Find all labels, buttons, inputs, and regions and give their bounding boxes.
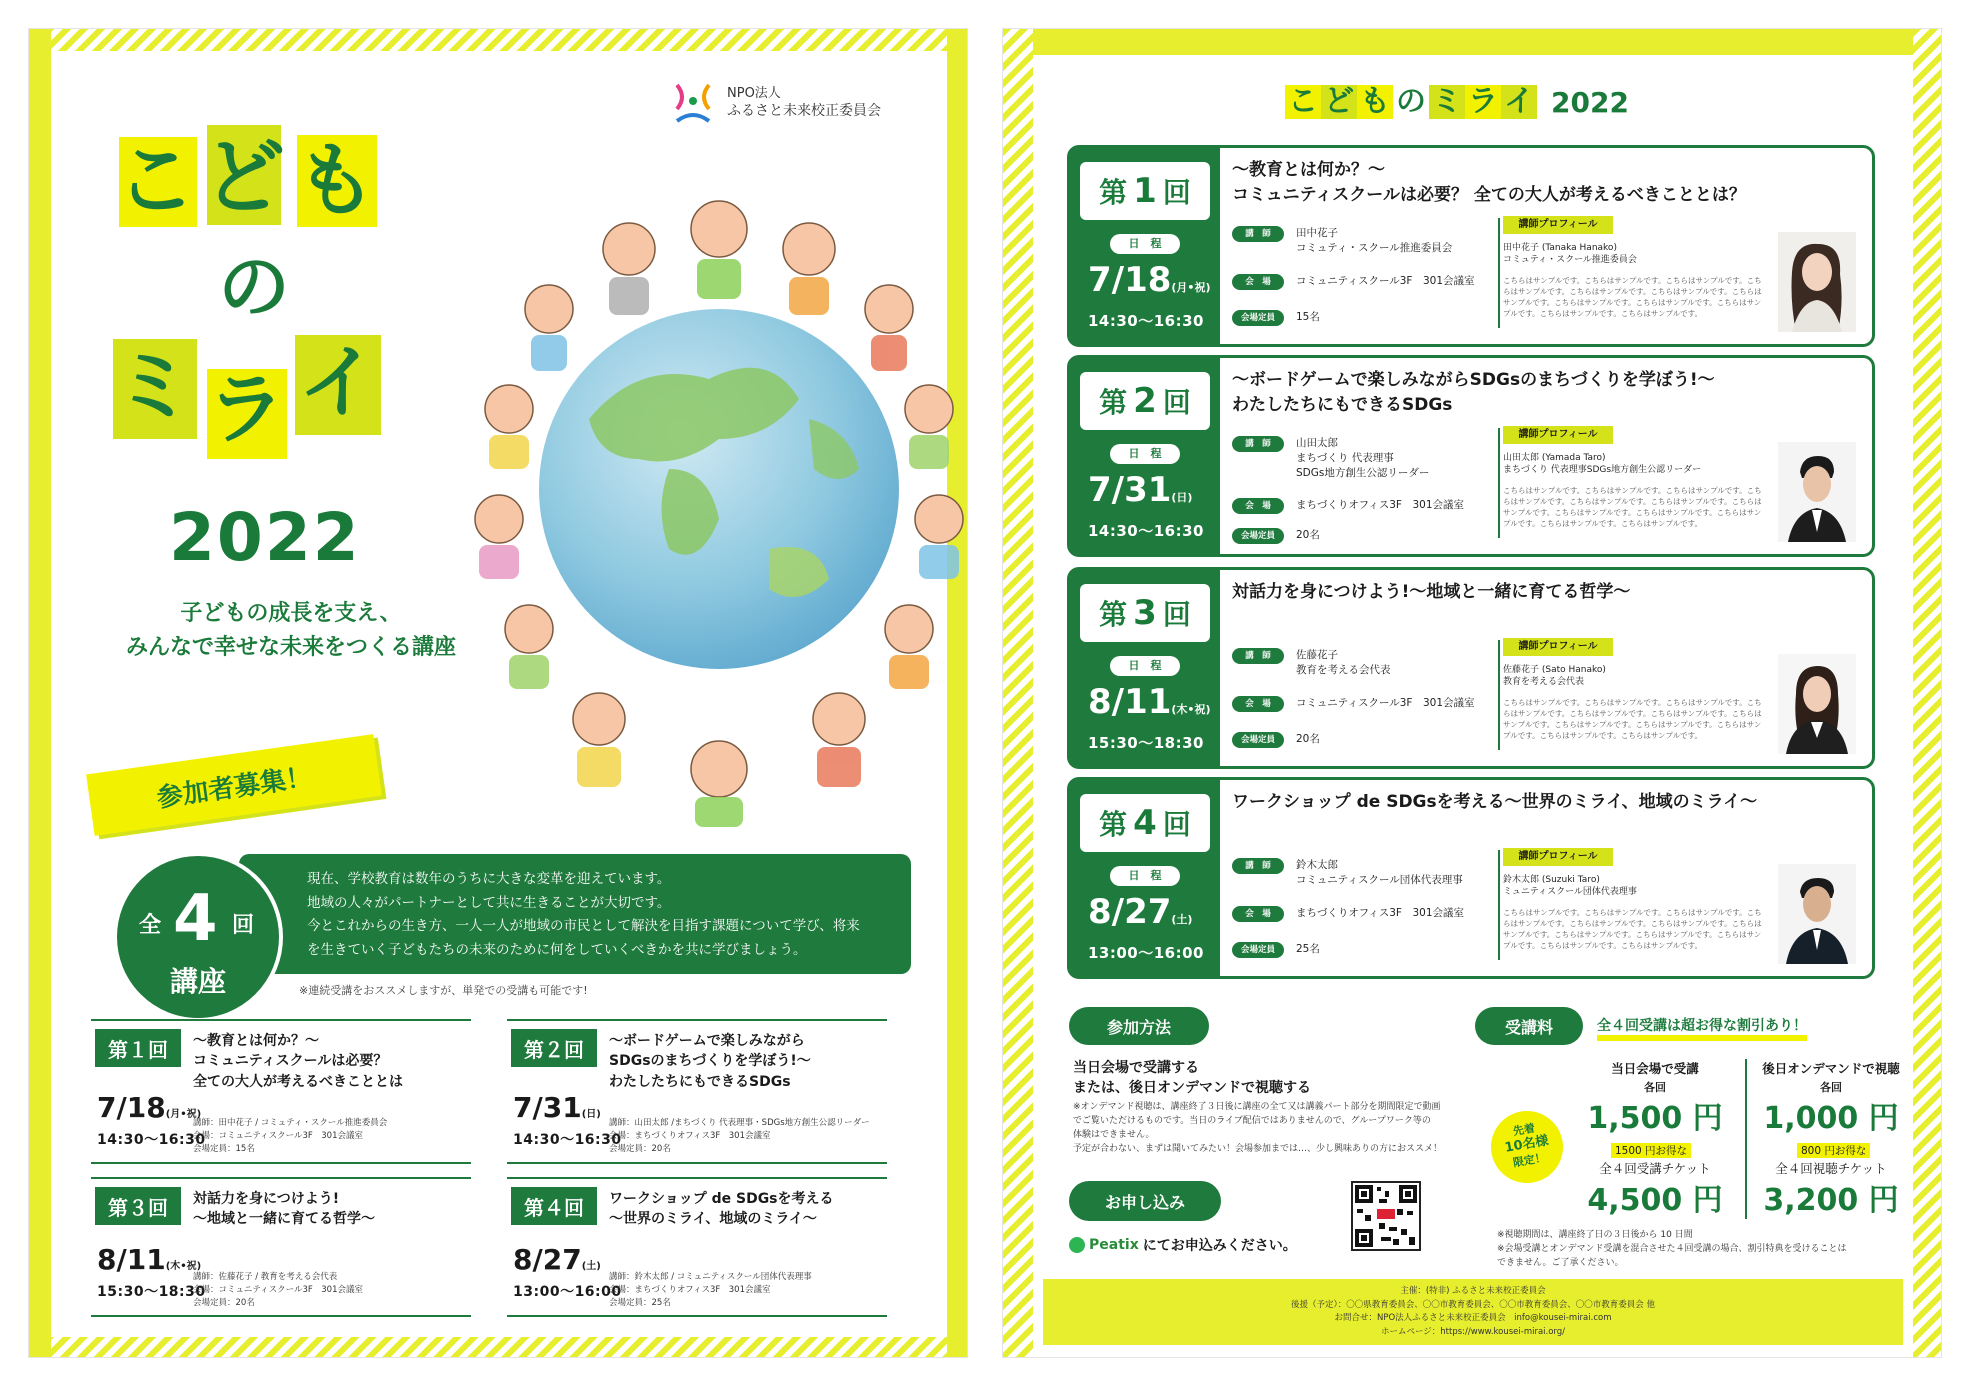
lecturer-photo (1778, 654, 1856, 754)
lecturer-title: 教育を考える会代表 (1296, 664, 1391, 677)
front-session-4 (507, 1177, 887, 1317)
venue-price: 1,500 円 (1587, 1101, 1723, 1136)
session-title (1232, 580, 1862, 605)
venue-label: 会 場 (1232, 274, 1284, 290)
session-time: 14:30〜16:30 (1088, 312, 1204, 330)
kai-num: 3 (1133, 593, 1157, 633)
venue-value: まちづくりオフィス3F 301会議室 (1296, 907, 1465, 919)
back-left-stripe (1003, 29, 1033, 1358)
org-label-2: ふるさと未来校正委員会 (727, 103, 881, 120)
back-title-char: も (1357, 85, 1393, 119)
capacity-label: 会場定員 (1232, 732, 1284, 748)
session-dow: (土) (1171, 913, 1193, 926)
divider (1498, 428, 1500, 538)
session-date-value: 8/11 (1088, 682, 1172, 722)
capacity-value: 20名 (1296, 733, 1320, 745)
session-time: 13:00〜16:00 (513, 1284, 622, 1300)
divider (1498, 640, 1500, 750)
join-method-pill: 参加方法 (1069, 1007, 1209, 1045)
footer-line: ホームページ：https://www.kousei-mirai.org/ (1380, 1326, 1566, 1337)
org-mark-icon (669, 79, 717, 127)
back-right-stripe (1913, 29, 1942, 1358)
badge-kouza: 講座 (169, 965, 226, 998)
od-ticket: 全４回視聴チケット (1775, 1161, 1887, 1176)
session-title-line: ワークショップ de SDGsを考える〜世界のミライ、地域のミライ〜 (1232, 792, 1758, 812)
lecturer-row (1232, 858, 1463, 888)
kai-post: 回 (1162, 176, 1191, 209)
session-title (609, 1031, 879, 1092)
venue-label: 会 場 (1232, 498, 1284, 514)
lecturer-row (1232, 436, 1429, 482)
profile-name (1503, 452, 1723, 476)
od-ticket-price: 3,200 円 (1763, 1183, 1899, 1218)
capacity-label: 会場定員 (1232, 310, 1284, 326)
session-info (193, 1271, 463, 1309)
venue-value: コミュニティスクール3F 301会議室 (1296, 275, 1475, 287)
od-discount: 800 円お得な (1797, 1143, 1870, 1158)
session-title-line: わたしたちにもできるSDGs (609, 1073, 791, 1090)
session-title-line: わたしたちにもできるSDGs (1232, 394, 1453, 415)
session-dow: (土) (581, 1261, 601, 1272)
session-dow: (日) (581, 1109, 601, 1120)
venue-value: まちづくりオフィス3F 301会議室 (1296, 499, 1465, 511)
peatix-brand: Peatix (1089, 1237, 1139, 1253)
back-flyer (1002, 28, 1942, 1358)
profile-label: 講師プロフィール (1503, 426, 1613, 444)
session-badge: 第１回 (95, 1029, 181, 1067)
kai-post: 回 (1162, 808, 1191, 841)
early-line: 先着 (1511, 1121, 1536, 1139)
divider (1498, 850, 1500, 960)
back-title (1285, 85, 1629, 119)
lecturer-label: 講 師 (1232, 858, 1284, 874)
subtitle-front (101, 597, 481, 665)
title-char-1: こ (116, 134, 196, 227)
session-time: 15:30〜18:30 (97, 1284, 206, 1300)
back-session-3 (1067, 567, 1875, 769)
session-date (97, 1091, 201, 1124)
badge-kai: 回 (232, 913, 255, 938)
profile-org-line: コミュティ・スクール推進委員会 (1503, 255, 1637, 266)
capacity-value: 25名 (1296, 943, 1320, 955)
session-title (1232, 158, 1862, 207)
org-label-1: NPO法人 (727, 85, 781, 101)
apply-tail: にてお申込みください。 (1142, 1238, 1297, 1254)
session-badge: 第３回 (95, 1187, 181, 1225)
lecturer-label: 講 師 (1232, 226, 1284, 242)
back-title-char: ラ (1465, 85, 1501, 119)
venue-row (1232, 498, 1464, 514)
join-line-2: または、後日オンデマンドで視聴する (1073, 1079, 1311, 1096)
fee-promo: 全４回受講は超お得な割引あり！ (1597, 1015, 1807, 1041)
session-badge: 第４回 (511, 1187, 597, 1225)
session-date-value: 7/31 (1088, 470, 1172, 510)
session-info-line: 会場：まちづくりオフィス3F 301会議室 (609, 1284, 771, 1295)
nittei-label: 日 程 (1110, 444, 1180, 464)
back-title-char: の (1396, 84, 1426, 119)
session-date-value: 7/18 (97, 1091, 166, 1124)
kai-post: 回 (1162, 386, 1191, 419)
qr-code[interactable] (1351, 1181, 1421, 1251)
session-date-value: 8/27 (1088, 892, 1172, 932)
capacity-row (1232, 310, 1320, 326)
session-title-line: 〜教育とは何か？〜 (193, 1033, 319, 1049)
front-flyer (28, 28, 968, 1358)
profile-org-line: 教育を考える会代表 (1503, 677, 1585, 688)
profile-name (1503, 874, 1723, 898)
kai-pre: 第 (1099, 386, 1128, 419)
session-info (193, 1117, 463, 1155)
title-char-5: ミ (114, 340, 194, 433)
lecturer-name: 山田太郎 (1296, 437, 1338, 449)
fee-note: ※会場受講とオンデマンド受講を混合させた４回受講の場合、割引特典を受けることは (1497, 1243, 1847, 1254)
venue-each: 各回 (1644, 1081, 1666, 1094)
footer (1043, 1279, 1903, 1345)
globe-illustration (469, 169, 968, 829)
join-notes (1073, 1101, 1453, 1157)
join-note: 体験はできません。 (1073, 1129, 1155, 1140)
session-title-line: ワークショップ de SDGsを考える (609, 1191, 834, 1207)
profile-org-line: まちづくり 代表理事SDGs地方創生公認リーダー (1503, 465, 1702, 476)
lecturer-name: 佐藤花子 (1296, 649, 1338, 661)
lecturer-photo (1778, 232, 1856, 332)
session-date-value: 8/27 (513, 1243, 582, 1276)
nittei-label: 日 程 (1110, 234, 1180, 254)
badge-zen: 全 (139, 913, 162, 938)
session-info-line: 会場：コミュニティスクール3F 301会議室 (193, 1130, 364, 1141)
profile-name-line: 山田太郎 (Yamada Taro) (1503, 453, 1606, 463)
join-note: でご覧いただけるものです。当日のライブ配信ではありませんので、グループワーク等の (1073, 1115, 1431, 1126)
front-session-1 (91, 1019, 471, 1164)
title-char-4: の (217, 245, 290, 329)
intro-line-3: 今とこれからの生き方、一人一人が地域の市民として解決を目指す課題について学び、将来 (307, 918, 860, 935)
venue-value: コミュニティスクール3F 301会議室 (1296, 697, 1475, 709)
title-char-6: ラ (206, 365, 285, 455)
session-badge: 第２回 (511, 1029, 597, 1067)
lecturer-photo (1778, 442, 1856, 542)
capacity-label: 会場定員 (1232, 942, 1284, 958)
session-info-line: 会場定員：20名 (609, 1143, 671, 1154)
divider (1498, 218, 1500, 328)
lecturer-title: コミュニティスクール団体代表理事 (1296, 874, 1463, 887)
org-logo (669, 79, 881, 127)
venue-row (1232, 696, 1475, 712)
back-session-1 (1067, 145, 1875, 347)
early-line: 限定！ (1511, 1151, 1547, 1170)
nittei-label: 日 程 (1110, 656, 1180, 676)
fee-note: ※視聴期間は、講座終了日の３日後から 10 日間 (1497, 1230, 1693, 1240)
subtitle-line-2: みんなで幸せな未来をつくる講座 (125, 635, 456, 661)
capacity-value: 15名 (1296, 311, 1320, 323)
session-title (1232, 368, 1862, 417)
title-char-3: も (296, 134, 376, 227)
join-line-1: 当日会場で受講する (1073, 1060, 1199, 1076)
venue-label: 会 場 (1232, 696, 1284, 712)
kai-pre: 第 (1099, 808, 1128, 841)
profile-name-line: 佐藤花子 (Sato Hanako) (1503, 665, 1606, 675)
session-dow: (木•祝) (165, 1261, 202, 1272)
fee-pill: 受講料 (1475, 1007, 1583, 1045)
lecturer-label: 講 師 (1232, 648, 1284, 664)
intro-box (239, 854, 911, 974)
fee-divider (1745, 1059, 1747, 1219)
venue-label: 会 場 (1232, 906, 1284, 922)
session-title-line: 〜地域と一緒に育てる哲学〜 (193, 1211, 375, 1228)
join-note: ※オンデマンド視聴は、講座終了３日後に講座の全て又は講義パート部分を期間限定で動画 (1073, 1102, 1441, 1112)
session-info-line: 講師：鈴木太郎 / コミュニティスクール団体代表理事 (609, 1272, 812, 1282)
session-date (97, 1243, 201, 1276)
back-session-4 (1067, 777, 1875, 979)
footer-line: 主催：(特非) ふるさと未来校正委員会 (1400, 1286, 1546, 1296)
back-title-char: ミ (1429, 85, 1465, 119)
session-date (1088, 470, 1192, 510)
intro-line-1: 現在、学校教育は数年のうちに大きな変革を迎えています。 (307, 871, 671, 887)
capacity-row (1232, 528, 1320, 544)
session-title-line: SDGsのまちづくりを学ぼう!〜 (609, 1053, 811, 1070)
capacity-label: 会場定員 (1232, 528, 1284, 544)
profile-label: 講師プロフィール (1503, 848, 1613, 866)
lecturer-title: SDGs地方創生公認リーダー (1296, 467, 1430, 480)
intro-line-2: 地域の人々がパートナーとして共に生きることが大切です。 (307, 894, 671, 911)
session-title-line: コミュニティスクールは必要？ 全ての大人が考えるべきこととは？ (1232, 184, 1746, 205)
four-sessions-badge (113, 852, 283, 1022)
session-date-value: 8/11 (97, 1243, 166, 1276)
year-front: 2022 (169, 499, 361, 576)
front-session-2 (507, 1019, 887, 1164)
qr-code-icon (1353, 1183, 1419, 1249)
apply-text[interactable] (1069, 1235, 1297, 1255)
od-price: 1,000 円 (1763, 1101, 1899, 1136)
lecturer-row (1232, 648, 1391, 678)
session-title-line: 〜教育とは何か？〜 (1232, 160, 1385, 180)
kai-num: 4 (1133, 803, 1157, 843)
session-info-line: 講師：田中花子 / コミュティ・スクール推進委員会 (193, 1118, 388, 1128)
session-date (513, 1243, 601, 1276)
lecturer-name: 田中花子 (1296, 227, 1338, 239)
join-text (1073, 1059, 1311, 1098)
fee-notes (1497, 1229, 1897, 1271)
recruit-banner: 参加者募集！ (86, 734, 382, 836)
session-info (609, 1117, 879, 1155)
session-dow: (日) (1171, 491, 1193, 504)
badge-num: 4 (173, 882, 218, 956)
profile-body: こちらはサンプルです。こちらはサンプルです。こちらはサンプルです。こちらはサンプルです。こちらはサンプルです。こちらはサンプルです。こちらはサンプルです。こちらはサンプルです。こちらはサンプルです。こちらはサンプルです。こちらはサンプルです。こちらはサンプルです。 (1503, 486, 1762, 528)
title-char-2: ど (202, 130, 285, 225)
profile-body: こちらはサンプルです。こちらはサンプルです。こちらはサンプルです。こちらはサンプルです。こちらはサンプルです。こちらはサンプルです。こちらはサンプルです。こちらはサンプルです。こちらはサンプルです。こちらはサンプルです。こちらはサンプルです。こちらはサンプルです。 (1503, 698, 1762, 740)
title-char-7: イ (298, 336, 378, 429)
lecturer-label: 講 師 (1232, 436, 1284, 452)
venue-discount: 1500 円お得な (1611, 1143, 1691, 1158)
kai-post: 回 (1162, 598, 1191, 631)
session-time: 14:30〜16:30 (1088, 522, 1204, 540)
session-kai (1080, 584, 1210, 642)
capacity-value: 20名 (1296, 529, 1320, 541)
kai-num: 1 (1133, 171, 1157, 211)
kai-pre: 第 (1099, 598, 1128, 631)
footer-line: お問合せ：NPO法人ふるさと未来校正委員会 info@kousei-mirai.com (1334, 1313, 1612, 1324)
session-time: 15:30〜18:30 (1088, 734, 1204, 752)
session-title (193, 1189, 463, 1230)
bottom-stripe (29, 1337, 968, 1358)
lecturer-row (1232, 226, 1452, 256)
peatix-icon (1069, 1237, 1085, 1253)
od-each: 各回 (1820, 1081, 1842, 1094)
session-info (609, 1271, 879, 1309)
session-title (609, 1189, 879, 1230)
session-date (1088, 682, 1210, 722)
session-date-value: 7/18 (1088, 260, 1172, 300)
session-info-line: 講師：山田太郎 /まちづくり 代表理事・SDGs地方創生公認リーダー (609, 1118, 870, 1128)
kai-num: 2 (1133, 381, 1157, 421)
profile-body: こちらはサンプルです。こちらはサンプルです。こちらはサンプルです。こちらはサンプルです。こちらはサンプルです。こちらはサンプルです。こちらはサンプルです。こちらはサンプルです。こちらはサンプルです。こちらはサンプルです。こちらはサンプルです。こちらはサンプルです。 (1503, 276, 1762, 318)
join-note: 予定が合わない、まずは聞いてみたい！会場参加までは…、少し興味ありの方におススメ！ (1073, 1143, 1443, 1154)
back-title-char: ど (1321, 85, 1357, 119)
lecturer-title: コミュティ・スクール推進委員会 (1296, 242, 1453, 255)
intro-line-4: を生きていく子どもたちの未来のために何をしていくべきかを共に学びましょう。 (307, 941, 807, 958)
session-kai (1080, 162, 1210, 220)
profile-name (1503, 664, 1723, 688)
session-info-line: 会場定員：15名 (193, 1143, 255, 1154)
session-info-line: 会場：コミュニティスクール3F 301会議室 (193, 1284, 364, 1295)
session-time: 14:30〜16:30 (513, 1132, 622, 1148)
session-kai (1080, 372, 1210, 430)
session-dow: (月•祝) (1171, 281, 1211, 294)
session-dow: (月•祝) (165, 1109, 202, 1120)
subtitle-line-1: 子どもの成長を支え、 (180, 601, 402, 626)
back-session-2 (1067, 355, 1875, 557)
session-info-line: 会場：まちづくりオフィス3F 301会議室 (609, 1130, 771, 1141)
venue-ticket-price: 4,500 円 (1587, 1183, 1723, 1218)
profile-name (1503, 242, 1723, 266)
capacity-row (1232, 942, 1320, 958)
session-title-line: コミュニティスクールは必要？ (193, 1053, 388, 1070)
front-session-3 (91, 1177, 471, 1317)
kai-pre: 第 (1099, 176, 1128, 209)
session-info-line: 会場定員：20名 (193, 1297, 255, 1308)
early-line: 10名様 (1503, 1133, 1550, 1157)
session-date-value: 7/31 (513, 1091, 582, 1124)
session-kai (1080, 794, 1210, 852)
session-time: 14:30〜16:30 (97, 1132, 206, 1148)
top-stripe (29, 29, 968, 51)
profile-name-line: 鈴木太郎 (Suzuki Taro) (1503, 875, 1600, 885)
session-title-line: 〜ボードゲームで楽しみながらSDGsのまちづくりを学ぼう!〜 (1232, 370, 1715, 390)
session-title-line: 〜ボードゲームで楽しみながら (609, 1033, 805, 1049)
session-title (193, 1031, 463, 1092)
session-title-line: 対話力を身につけよう!〜地域と一緒に育てる哲学〜 (1232, 582, 1631, 602)
fee-note: できません。ご了承ください。 (1497, 1257, 1624, 1268)
nittei-label: 日 程 (1110, 866, 1180, 886)
session-info-line: 講師：佐藤花子 / 教育を考える会代表 (193, 1272, 338, 1282)
session-date (513, 1091, 601, 1124)
profile-name-line: 田中花子 (Tanaka Hanako) (1503, 243, 1617, 253)
apply-pill: お申し込み (1069, 1181, 1221, 1221)
intro-note: ※連続受講をおススメしますが、単発での受講も可能です! (299, 984, 588, 997)
early-bird-badge (1485, 1105, 1568, 1188)
od-head: 後日オンデマンドで視聴 (1762, 1061, 1900, 1076)
venue-head: 当日会場で受講 (1611, 1061, 1699, 1076)
profile-body: こちらはサンプルです。こちらはサンプルです。こちらはサンプルです。こちらはサンプルです。こちらはサンプルです。こちらはサンプルです。こちらはサンプルです。こちらはサンプルです。こちらはサンプルです。こちらはサンプルです。こちらはサンプルです。こちらはサンプルです。 (1503, 908, 1762, 950)
session-title-line: 〜世界のミライ、地域のミライ〜 (609, 1211, 817, 1228)
session-title-line: 全ての大人が考えるべきこととは (193, 1073, 403, 1090)
lecturer-title: まちづくり 代表理事 (1296, 452, 1394, 465)
venue-row (1232, 274, 1475, 290)
back-top-band (1003, 29, 1942, 55)
session-info-line: 会場定員：25名 (609, 1297, 671, 1308)
session-date (1088, 892, 1192, 932)
venue-ticket: 全４回受講チケット (1599, 1161, 1711, 1176)
capacity-row (1232, 732, 1320, 748)
profile-label: 講師プロフィール (1503, 638, 1613, 656)
session-time: 13:00〜16:00 (1088, 944, 1204, 962)
session-date (1088, 260, 1210, 300)
session-dow: (木•祝) (1171, 703, 1211, 716)
back-title-char: イ (1501, 85, 1537, 119)
session-title-line: 対話力を身につけよう! (193, 1191, 340, 1207)
back-title-year: 2022 (1551, 85, 1629, 119)
lecturer-name: 鈴木太郎 (1296, 859, 1338, 871)
session-title (1232, 790, 1862, 815)
profile-label: 講師プロフィール (1503, 216, 1613, 234)
venue-row (1232, 906, 1464, 922)
left-band (29, 29, 51, 1358)
profile-org-line: ミュニティスクール団体代表理事 (1503, 887, 1637, 898)
footer-line: 後援（予定）：〇〇県教育委員会、〇〇市教育委員会、〇〇市教育委員会、〇〇市教育委員会 他 (1291, 1299, 1655, 1310)
lecturer-photo (1778, 864, 1856, 964)
back-title-char: こ (1285, 85, 1321, 119)
